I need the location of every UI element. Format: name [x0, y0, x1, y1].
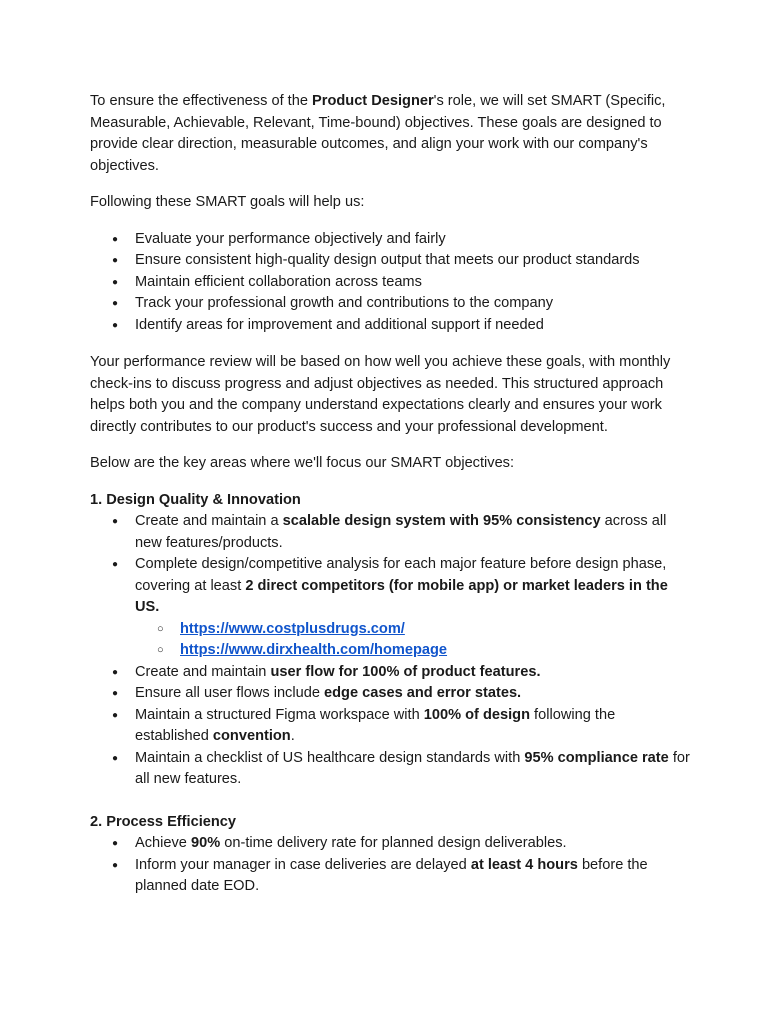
link-item — [135, 640, 690, 662]
review-paragraph: Your performance review will be based on how well you achieve these goals, with monthly check-ins to discuss progress and adjust objectives as needed. This structured approach helps both you and the company understand expectations clearly and ensures your work directly contributes to our product's success and your professional development. — [90, 354, 671, 435]
list-item: ● Track your professional growth and contributions to the company — [90, 293, 690, 315]
list-item — [90, 683, 690, 705]
section-title-process-efficiency: 2. Process Efficiency — [90, 813, 237, 830]
list-item: ● Evaluate your performance objectively and fairly — [90, 229, 690, 251]
item-bold: convention — [212, 728, 291, 744]
item-text: Achieve — [135, 835, 191, 851]
item-text: . — [290, 728, 295, 744]
item-text: for all new features. — [135, 749, 690, 787]
list-item: ● Maintain efficient collaboration across teams — [90, 272, 690, 294]
list-item — [90, 662, 690, 684]
item-text: before the planned date EOD. — [135, 856, 648, 894]
item-bold: 100% of design — [423, 706, 530, 723]
item-text: Inform your manager in case deliveries are delayed — [135, 856, 471, 873]
list-item: ● Identify areas for improvement and additional support if needed — [90, 315, 690, 337]
link-dirxhealth[interactable]: https://www.dirxhealth.com/homepage — [180, 642, 448, 658]
item-text: Create and maintain a — [135, 513, 283, 529]
intro-text-2: 's role, we will set SMART (Specific, Measurable, Achievable, Relevant, Time-bound) objectives. These goals are designed to provide clear direction, measurable outcomes, and align your work with our company's objectives. — [90, 93, 666, 174]
item-bold: at least 4 hours — [470, 856, 578, 873]
item-text: Ensure all user flows include — [135, 685, 324, 701]
link-item — [135, 619, 690, 641]
item-bold: user flow for 100% of product features. — [270, 663, 541, 680]
item-bold: 90% — [190, 835, 221, 851]
item-bold: 95% compliance rate — [524, 749, 669, 766]
item-text: Create and maintain — [135, 663, 271, 680]
intro-text-1: To ensure the effectiveness of the — [90, 93, 313, 109]
item-bold: 2 direct competitors (for mobile app) or market leaders in the US. — [135, 577, 668, 615]
item-text: Complete design/competitive analysis for each major feature before design phase, covering at least — [135, 556, 667, 594]
following-paragraph: Following these SMART goals will help us: — [90, 194, 365, 210]
list-item — [90, 855, 690, 898]
item-bold: scalable design system with 95% consistency — [282, 513, 601, 529]
list-item — [90, 833, 690, 855]
benefits-list — [90, 229, 690, 337]
item-text: Maintain a checklist of US healthcare design standards with — [135, 749, 525, 766]
list-item: ● Ensure consistent high-quality design output that meets our product standards — [90, 250, 690, 272]
item-text: following the established — [135, 706, 616, 744]
below-paragraph: Below are the key areas where we'll focus our SMART objectives: — [90, 455, 515, 471]
link-costplusdrugs[interactable]: https://www.costplusdrugs.com/ — [180, 620, 405, 637]
list-item — [90, 511, 690, 554]
document-page — [90, 91, 690, 898]
list-item — [90, 705, 690, 748]
item-text: on-time delivery rate for planned design deliverables. — [220, 835, 567, 851]
item-text: Maintain a structured Figma workspace with — [135, 706, 424, 723]
design-quality-list — [90, 511, 690, 791]
list-item — [90, 748, 690, 791]
process-efficiency-list — [90, 833, 690, 898]
section-title-design-quality: 1. Design Quality & Innovation — [90, 491, 301, 508]
item-text: across all new features/products. — [135, 513, 667, 551]
intro-paragraph — [90, 91, 690, 177]
competitor-links — [135, 619, 690, 662]
list-item — [90, 554, 690, 662]
item-bold: edge cases and error states. — [324, 685, 522, 701]
intro-role: Product Designer — [312, 93, 434, 109]
section-spacer — [90, 791, 690, 812]
